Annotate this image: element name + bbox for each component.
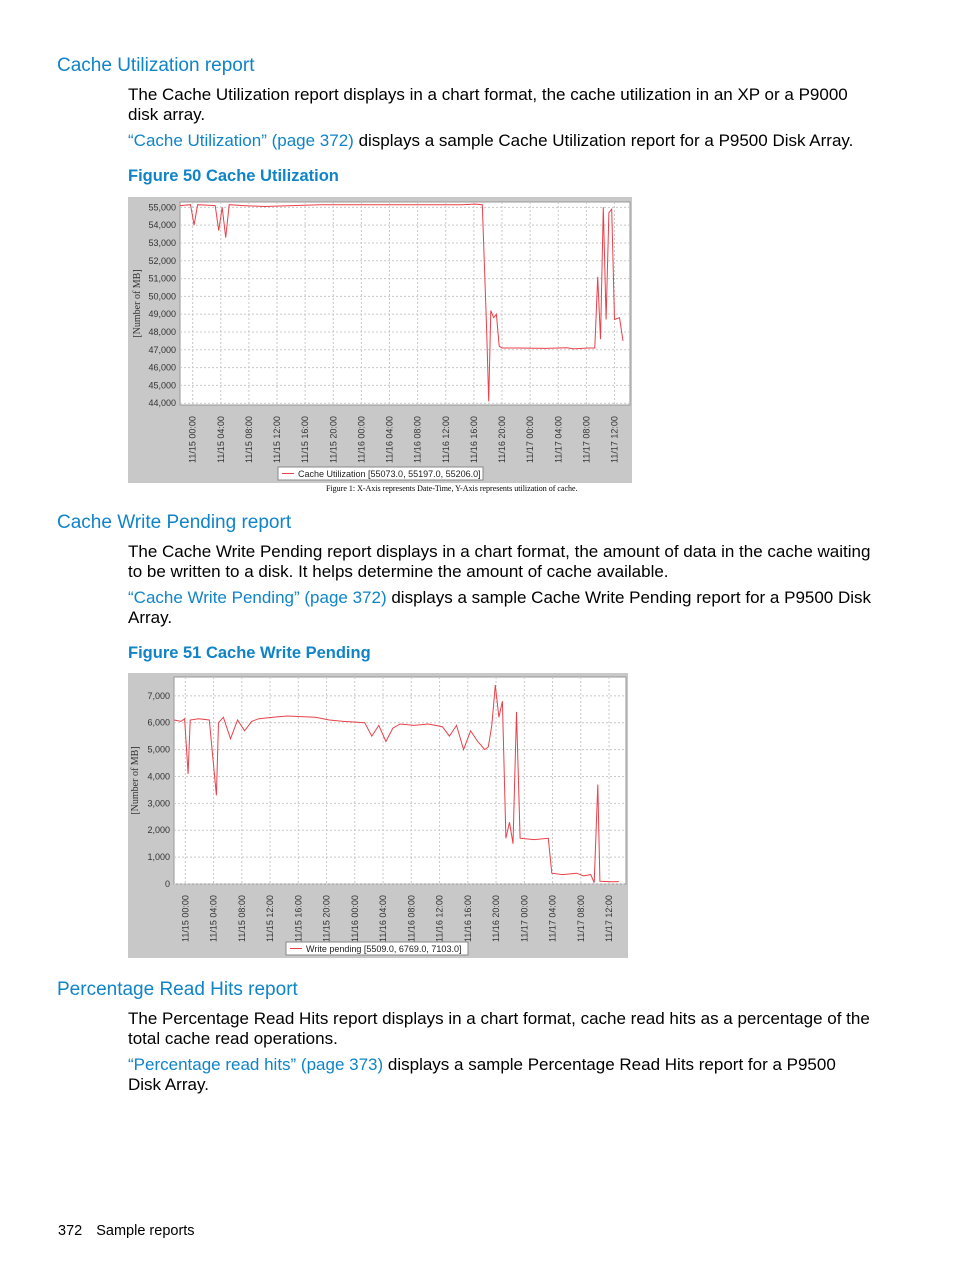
x-tick-label: 11/17 00:00: [519, 895, 530, 942]
x-tick-label: 11/17 04:00: [553, 416, 564, 463]
cache-utilization-reference: [128, 131, 873, 151]
cache-write-pending-chart-svg: [128, 673, 628, 958]
cache-write-pending-reference-text: displays a sample Cache Write Pending report for a P9500 Disk Array.: [128, 588, 872, 627]
x-tick-label: 11/17 12:00: [604, 895, 615, 942]
x-tick-label: 11/16 04:00: [378, 895, 389, 942]
y-axis-label: [Number of MB]: [130, 746, 141, 815]
y-tick-label: 53,000: [148, 237, 176, 248]
section-heading-cache-utilization: Cache Utilization report: [57, 55, 255, 76]
x-tick-label: 11/17 08:00: [575, 895, 586, 942]
y-tick-label: 50,000: [148, 291, 176, 302]
x-tick-label: 11/15 12:00: [265, 895, 276, 942]
y-tick-label: 48,000: [148, 326, 176, 337]
x-tick-label: 11/15 04:00: [208, 895, 219, 942]
cache-utilization-chart-svg: [128, 197, 632, 483]
cache-write-pending-chart: [128, 673, 628, 958]
plot-area: [174, 677, 626, 884]
section-heading-percentage-read-hits: Percentage Read Hits report: [57, 979, 298, 1000]
y-tick-label: 49,000: [148, 309, 176, 320]
x-tick-label: 11/15 00:00: [180, 895, 191, 942]
chart-legend: [278, 467, 483, 480]
x-tick-label: 11/16 00:00: [356, 416, 367, 463]
cache-write-pending-reference: [128, 588, 873, 628]
percentage-read-hits-link[interactable]: “Percentage read hits” (page 373): [128, 1055, 384, 1074]
x-tick-label: 11/17 00:00: [525, 416, 536, 463]
y-tick-label: 51,000: [148, 273, 176, 284]
cache-utilization-description: The Cache Utilization report displays in a chart format, the cache utilization in an XP or a P9000 disk array.: [128, 85, 848, 124]
figure-51-caption: Figure 51 Cache Write Pending: [128, 644, 371, 662]
cache-write-pending-description: The Cache Write Pending report displays in a chart format, the amount of data in the cache waiting to be written to a disk. It helps determine the amount of cache available.: [128, 542, 871, 581]
x-tick-label: 11/16 20:00: [491, 895, 502, 942]
y-tick-label: 7,000: [147, 690, 170, 701]
y-tick-label: 3,000: [147, 798, 170, 809]
legend-label: Write pending [5509.0, 6769.0, 7103.0]: [306, 944, 462, 954]
y-tick-label: 47,000: [148, 344, 176, 355]
y-tick-label: 45,000: [148, 380, 176, 391]
percentage-read-hits-reference-text: displays a sample Percentage Read Hits report for a P9500 Disk Array.: [128, 1055, 836, 1094]
cache-utilization-chart: [128, 197, 632, 483]
footer-title: Sample reports: [96, 1223, 195, 1239]
section-heading-cache-write-pending: Cache Write Pending report: [57, 512, 292, 533]
x-tick-label: 11/15 12:00: [272, 416, 283, 463]
y-axis-label: [Number of MB]: [132, 269, 143, 338]
x-tick-label: 11/15 16:00: [293, 895, 304, 942]
x-tick-label: 11/15 08:00: [236, 895, 247, 942]
y-tick-label: 0: [164, 879, 170, 889]
x-tick-label: 11/16 12:00: [440, 416, 451, 463]
y-tick-label: 54,000: [148, 220, 176, 231]
percentage-read-hits-description: The Percentage Read Hits report displays in a chart format, cache read hits as a percentage of the total cache read operations.: [128, 1009, 870, 1048]
y-tick-label: 46,000: [148, 362, 176, 373]
cache-write-pending-link[interactable]: “Cache Write Pending” (page 372): [128, 588, 387, 607]
x-tick-label: 11/15 00:00: [187, 416, 198, 463]
y-tick-label: 4,000: [147, 771, 170, 782]
x-tick-label: 11/16 08:00: [412, 416, 423, 463]
x-tick-label: 11/16 16:00: [462, 895, 473, 942]
x-tick-label: 11/16 00:00: [349, 895, 360, 942]
chart-note: Figure 1: X-Axis represents Date-Time, Y-Axis represents utilization of cache.: [326, 484, 578, 493]
y-tick-label: 2,000: [147, 825, 170, 836]
y-tick-label: 44,000: [148, 398, 176, 409]
x-tick-label: 11/16 16:00: [468, 416, 479, 463]
page-number: 372: [58, 1223, 83, 1239]
x-tick-label: 11/17 12:00: [609, 416, 620, 463]
x-tick-label: 11/15 16:00: [300, 416, 311, 463]
y-tick-label: 52,000: [148, 255, 176, 266]
x-tick-label: 11/16 04:00: [384, 416, 395, 463]
legend-label: Cache Utilization [55073.0, 55197.0, 55206.0]: [298, 469, 481, 479]
plot-area: [180, 202, 630, 405]
x-tick-label: 11/15 20:00: [321, 895, 332, 942]
x-tick-label: 11/16 20:00: [497, 416, 508, 463]
x-tick-label: 11/15 04:00: [215, 416, 226, 463]
y-tick-label: 5,000: [147, 744, 170, 755]
y-tick-label: 1,000: [147, 852, 170, 863]
cache-utilization-reference-text: displays a sample Cache Utilization report for a P9500 Disk Array.: [353, 131, 854, 150]
cache-utilization-link[interactable]: “Cache Utilization” (page 372): [128, 131, 354, 150]
x-tick-label: 11/15 08:00: [243, 416, 254, 463]
x-tick-label: 11/17 08:00: [581, 416, 592, 463]
percentage-read-hits-reference: [128, 1055, 873, 1095]
page-footer: [58, 1223, 205, 1239]
x-tick-label: 11/16 12:00: [434, 895, 445, 942]
x-tick-label: 11/17 04:00: [547, 895, 558, 942]
x-tick-label: 11/15 20:00: [328, 416, 339, 463]
x-tick-label: 11/16 08:00: [406, 895, 417, 942]
figure-50-caption: Figure 50 Cache Utilization: [128, 167, 339, 185]
y-tick-label: 55,000: [148, 202, 176, 213]
chart-legend: [286, 942, 468, 955]
y-tick-label: 6,000: [147, 717, 170, 728]
